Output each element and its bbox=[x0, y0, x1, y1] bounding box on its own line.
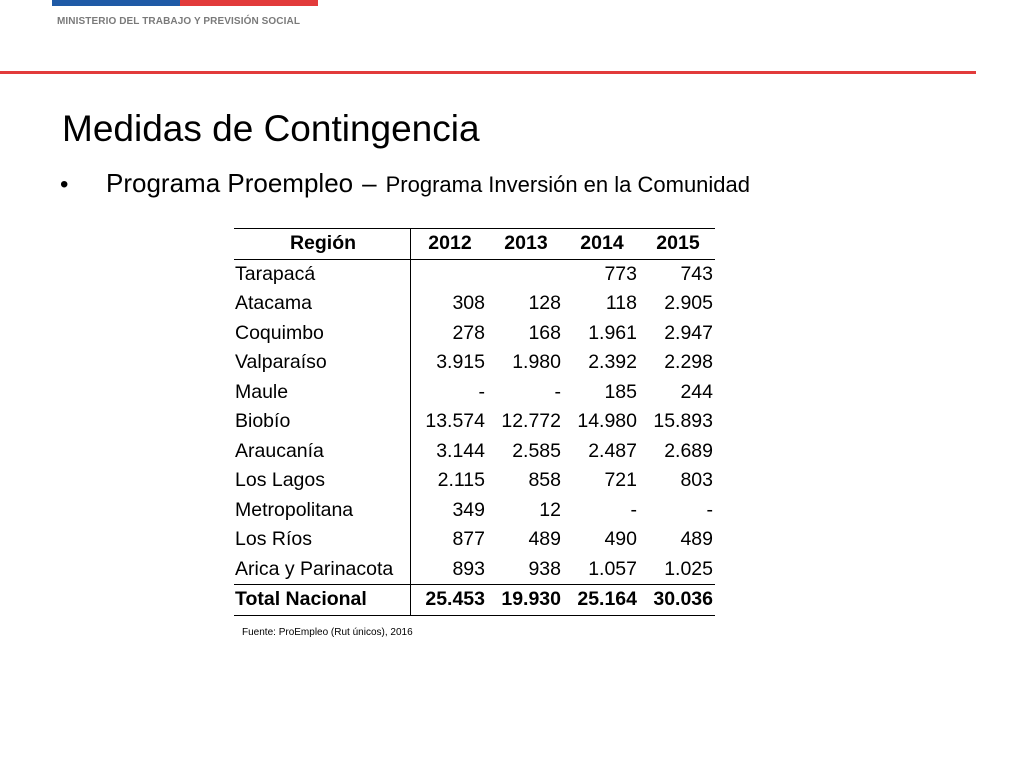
bullet-sub-text: Programa Inversión en la Comunidad bbox=[385, 172, 751, 197]
value-cell: 3.144 bbox=[436, 439, 485, 462]
total-row bbox=[234, 585, 715, 616]
value-cell: 349 bbox=[452, 498, 485, 521]
value-cell: 118 bbox=[605, 292, 637, 314]
value-cell: 185 bbox=[604, 380, 637, 403]
value-cell: 2.392 bbox=[588, 351, 637, 373]
bullet-dash: – bbox=[362, 168, 377, 198]
value-cell: 2.689 bbox=[664, 439, 713, 462]
value-cell: 489 bbox=[528, 528, 561, 550]
value-cell: 1.025 bbox=[664, 557, 713, 580]
column-header-2013: 2013 bbox=[487, 229, 563, 260]
region-cell: Tarapacá bbox=[234, 259, 411, 289]
bullet-main-text: Programa Proempleo bbox=[106, 168, 354, 198]
column-header-region: Región bbox=[234, 229, 411, 260]
value-cell: 490 bbox=[604, 528, 637, 550]
value-cell: - bbox=[554, 380, 561, 403]
value-cell: 12 bbox=[539, 498, 561, 521]
region-cell: Atacama bbox=[234, 289, 411, 319]
value-cell: - bbox=[630, 498, 637, 521]
flag-stripe-red bbox=[180, 0, 318, 6]
table-row bbox=[234, 496, 715, 526]
value-cell: 1.980 bbox=[512, 351, 561, 373]
source-note: Fuente: ProEmpleo (Rut únicos), 2016 bbox=[242, 627, 413, 638]
value-cell: 3.915 bbox=[436, 351, 485, 373]
table-row bbox=[234, 466, 715, 496]
region-cell: Arica y Parinacota bbox=[234, 555, 411, 585]
region-cell: Los Lagos bbox=[234, 466, 411, 496]
page-title: Medidas de Contingencia bbox=[62, 108, 480, 149]
value-cell: 938 bbox=[528, 557, 561, 580]
value-cell: 128 bbox=[528, 292, 561, 314]
column-header-2015: 2015 bbox=[639, 229, 715, 260]
value-cell: 1.057 bbox=[588, 557, 637, 580]
region-cell: Coquimbo bbox=[234, 319, 411, 349]
value-cell: 14.980 bbox=[577, 410, 637, 432]
total-value-cell: 25.164 bbox=[563, 585, 639, 616]
region-cell: Metropolitana bbox=[234, 496, 411, 526]
value-cell: 2.115 bbox=[437, 469, 485, 491]
value-cell: 308 bbox=[452, 292, 485, 314]
header-divider bbox=[0, 71, 976, 74]
value-cell: - bbox=[478, 380, 485, 403]
value-cell: 743 bbox=[680, 262, 713, 285]
value-cell: 2.585 bbox=[512, 439, 561, 462]
value-cell bbox=[411, 259, 488, 289]
value-cell: 278 bbox=[452, 321, 485, 344]
value-cell: 2.947 bbox=[664, 321, 713, 344]
value-cell: 877 bbox=[452, 528, 485, 550]
column-header-2012: 2012 bbox=[411, 229, 488, 260]
table-row bbox=[234, 378, 715, 408]
bullet-mark: • bbox=[60, 171, 69, 198]
total-value-cell: 19.930 bbox=[487, 585, 563, 616]
value-cell: 12.772 bbox=[501, 410, 561, 432]
data-table bbox=[234, 228, 715, 616]
region-cell: Los Ríos bbox=[234, 525, 411, 555]
table-row bbox=[234, 319, 715, 349]
value-cell: 13.574 bbox=[425, 410, 485, 432]
value-cell: 803 bbox=[680, 469, 713, 491]
total-value-cell: 25.453 bbox=[411, 585, 488, 616]
value-cell: 1.961 bbox=[588, 321, 637, 344]
value-cell: 893 bbox=[452, 557, 485, 580]
column-header-2014: 2014 bbox=[563, 229, 639, 260]
value-cell: - bbox=[706, 498, 713, 521]
value-cell: 2.905 bbox=[664, 292, 713, 314]
value-cell: 489 bbox=[680, 528, 713, 550]
region-cell: Biobío bbox=[234, 407, 411, 437]
region-cell: Araucanía bbox=[234, 437, 411, 467]
bullet-item bbox=[60, 168, 750, 204]
table-row bbox=[234, 555, 715, 585]
table-row bbox=[234, 259, 715, 289]
table-row bbox=[234, 525, 715, 555]
region-cell: Maule bbox=[234, 378, 411, 408]
value-cell: 858 bbox=[528, 469, 561, 491]
value-cell: 168 bbox=[528, 321, 561, 344]
value-cell bbox=[487, 259, 563, 289]
flag-stripe-blue bbox=[52, 0, 180, 6]
table-row bbox=[234, 407, 715, 437]
value-cell: 721 bbox=[604, 469, 637, 491]
table-header-row bbox=[234, 229, 715, 260]
value-cell: 244 bbox=[680, 380, 713, 403]
value-cell: 2.487 bbox=[588, 439, 637, 462]
table-row bbox=[234, 289, 715, 319]
value-cell: 15.893 bbox=[653, 410, 713, 432]
total-label-cell: Total Nacional bbox=[234, 585, 411, 616]
value-cell: 2.298 bbox=[664, 351, 713, 373]
value-cell: 773 bbox=[604, 262, 637, 285]
region-cell: Valparaíso bbox=[234, 348, 411, 378]
table-row bbox=[234, 348, 715, 378]
total-value-cell: 30.036 bbox=[639, 585, 715, 616]
table-row bbox=[234, 437, 715, 467]
ministry-name: MINISTERIO DEL TRABAJO Y PREVISIÓN SOCIAL bbox=[57, 16, 301, 27]
